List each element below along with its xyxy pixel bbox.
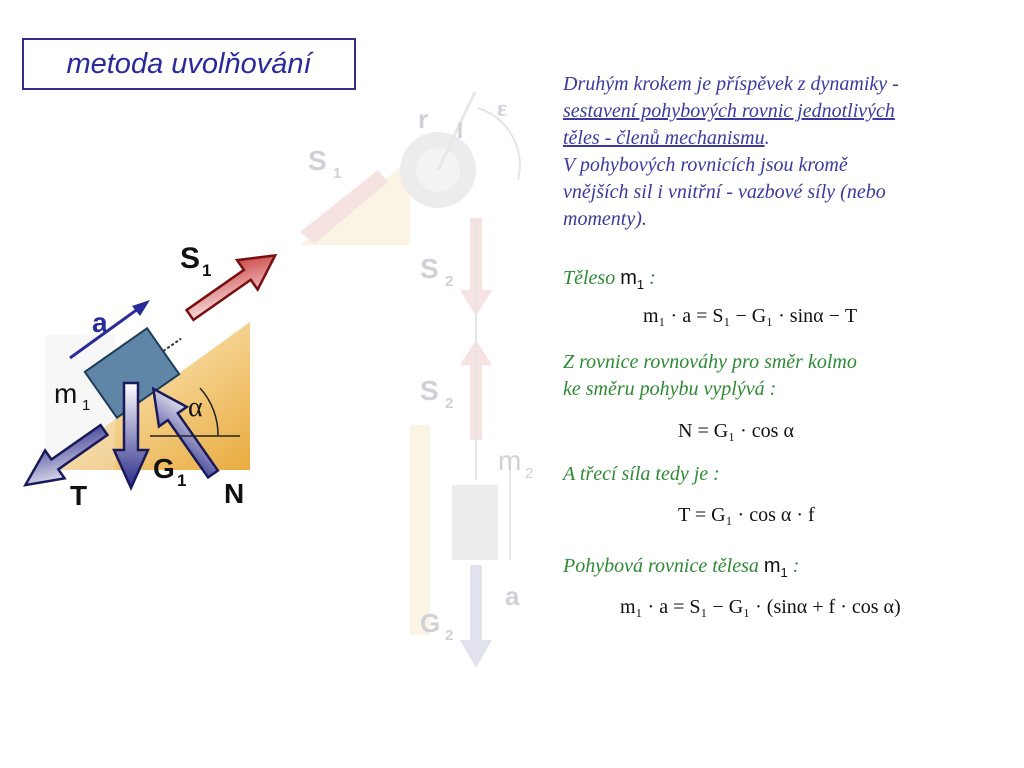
rovnovaha-text [563, 349, 857, 403]
pohybova-heading [563, 553, 799, 586]
bg-label-r: r [418, 104, 429, 134]
equation-1: m₁ · a = S₁ − G₁ · sinα − T [643, 305, 858, 327]
bg-mass-m2 [452, 485, 498, 560]
bg-label-s2a-sub: 2 [445, 273, 454, 290]
equation-4: m₁ · a = S₁ − G₁ · (sinα + f · cos α) [620, 596, 901, 618]
label-s1: S [180, 242, 201, 275]
intro-line-3-end: . [764, 127, 770, 149]
label-g1: G [153, 453, 175, 484]
label-a: a [92, 307, 108, 338]
bg-label-s1: S [308, 145, 327, 176]
teleso-sub: 1 [636, 277, 645, 292]
label-alpha: α [188, 392, 203, 423]
intro-line-3: těles - členů mechanismu [563, 127, 765, 149]
label-s1-sub: 1 [202, 261, 212, 280]
bg-label-s2b-sub: 2 [445, 395, 454, 412]
intro-line-5: vnějších sil i vnitřní - vazbové síly (nebo [563, 181, 886, 203]
bg-arrow-g2 [460, 565, 492, 668]
label-m1-sub: 1 [82, 397, 91, 414]
teleso-body: m [620, 267, 637, 289]
slide-title: metoda uvolňování [66, 47, 312, 80]
intro-line-6: momenty). [563, 208, 647, 230]
bg-label-m2: m [498, 445, 522, 476]
bg-label-m2-sub: 2 [525, 465, 534, 482]
bg-label-a: a [505, 581, 520, 611]
pohybova-sub: 1 [780, 565, 788, 580]
pohybova-body: m [763, 555, 781, 577]
rovnovaha-line-2: ke směru pohybu vyplývá : [563, 378, 777, 400]
label-n: N [224, 478, 245, 509]
label-m1: m [54, 378, 78, 409]
treci-text: A třecí síla tedy je : [563, 463, 720, 485]
bg-label-g2: G [420, 608, 441, 638]
intro-line-1: Druhým krokem je příspěvek z dynamiky - [563, 73, 899, 95]
intro-line-3-wrap [563, 125, 1003, 152]
bg-label-g2-sub: 2 [445, 627, 454, 644]
bg-label-s1-sub: 1 [333, 165, 342, 182]
pohybova-suffix: : [787, 555, 800, 577]
label-g1-sub: 1 [177, 471, 187, 490]
intro-line-4: V pohybových rovnicích jsou kromě [563, 154, 848, 176]
equation-2: N = G₁ · cos α [678, 420, 794, 442]
bg-label-eps: ε [497, 96, 508, 122]
rovnovaha-line-1: Z rovnice rovnováhy pro směr kolmo [563, 351, 857, 373]
teleso-prefix: Těleso [563, 267, 621, 289]
intro-paragraph [563, 71, 1003, 233]
intro-line-2: sestavení pohybových rovnic jednotlivých [563, 100, 895, 122]
label-t: T [70, 480, 88, 511]
bg-label-s2b: S [420, 375, 439, 406]
pohybova-prefix: Pohybová rovnice tělesa [563, 555, 764, 577]
teleso-heading [563, 265, 656, 298]
bg-label-s2a: S [420, 253, 439, 284]
equation-3: T = G₁ · cos α · f [678, 504, 815, 526]
teleso-suffix: : [644, 267, 656, 289]
bg-label-i: I [457, 118, 464, 143]
bg-wall [410, 425, 430, 635]
